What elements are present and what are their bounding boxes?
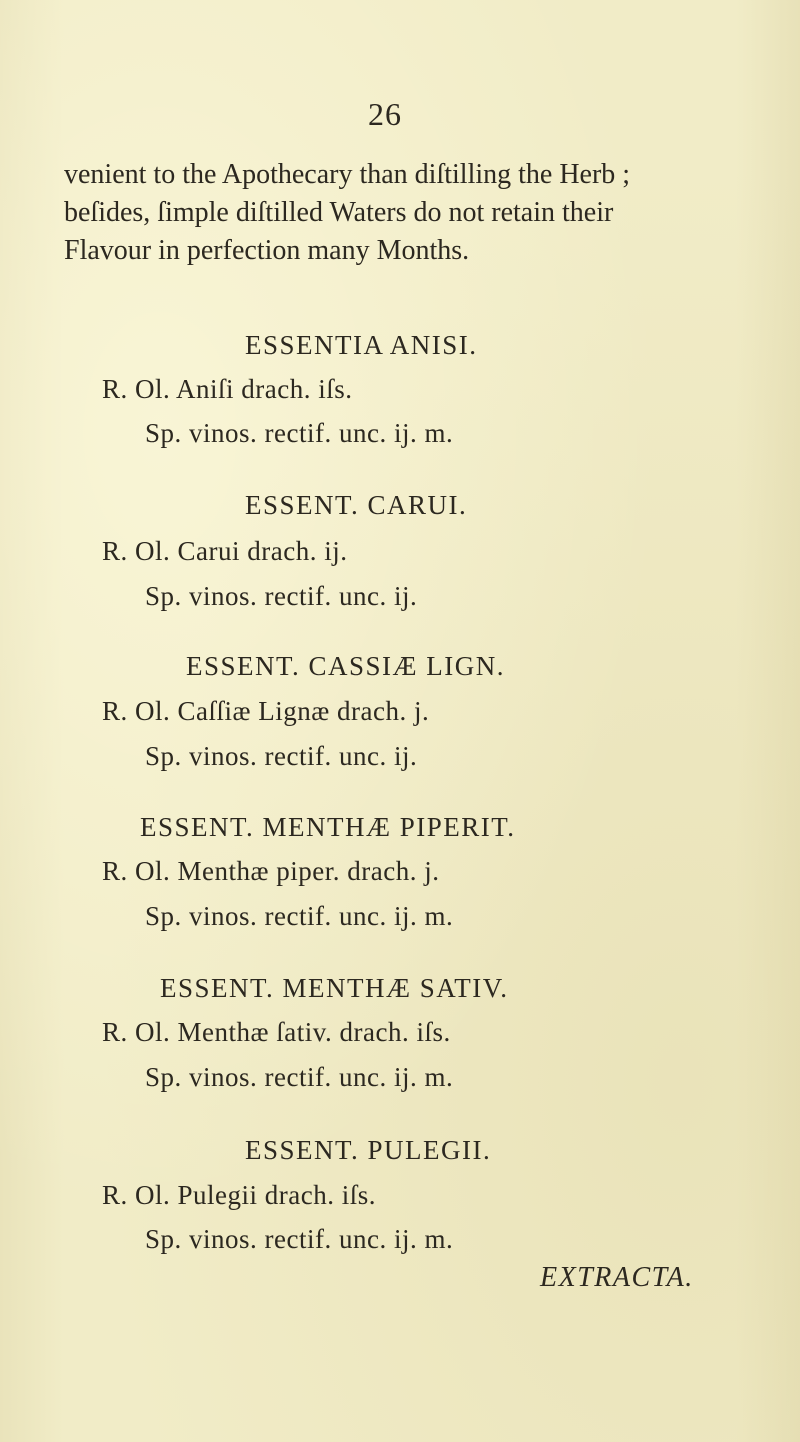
catchword: EXTRACTA. [540,1262,694,1293]
recipe-ingredient-oil: R. Ol. Aniſi drach. iſs. [102,374,353,404]
recipe-heading: ESSENT. PULEGII. [245,1135,492,1165]
recipe-heading: ESSENT. MENTHÆ SATIV. [160,973,509,1003]
intro-line: Flavour in perfection many Months. [64,235,470,266]
recipe-heading: ESSENT. CARUI. [245,490,468,520]
recipe-ingredient-spirit: Sp. vinos. rectif. unc. ij. m. [145,1062,454,1092]
recipe-ingredient-oil: R. Ol. Pulegii drach. iſs. [102,1180,376,1210]
recipe-ingredient-spirit: Sp. vinos. rectif. unc. ij. [145,741,418,771]
recipe-ingredient-spirit: Sp. vinos. rectif. unc. ij. [145,581,418,611]
recipe-ingredient-oil: R. Ol. Caſſiæ Lignæ drach. j. [102,696,430,726]
recipe-heading: ESSENT. MENTHÆ PIPERIT. [140,812,516,842]
recipe-ingredient-oil: R. Ol. Menthæ piper. drach. j. [102,856,440,886]
recipe-ingredient-spirit: Sp. vinos. rectif. unc. ij. m. [145,1224,454,1254]
recipe-heading: ESSENTIA ANISI. [245,330,478,360]
intro-line: venient to the Apothecary than diſtilling the Herb ; [64,159,631,190]
intro-line: beſides, ſimple diſtilled Waters do not retain their [64,197,614,228]
recipe-ingredient-spirit: Sp. vinos. rectif. unc. ij. m. [145,418,454,448]
recipe-ingredient-spirit: Sp. vinos. rectif. unc. ij. m. [145,901,454,931]
recipe-heading: ESSENT. CASSIÆ LIGN. [186,651,506,681]
page-number: 26 [368,96,402,132]
recipe-ingredient-oil: R. Ol. Menthæ ſativ. drach. iſs. [102,1017,451,1047]
recipe-ingredient-oil: R. Ol. Carui drach. ij. [102,536,348,566]
intro-paragraph [64,156,630,270]
